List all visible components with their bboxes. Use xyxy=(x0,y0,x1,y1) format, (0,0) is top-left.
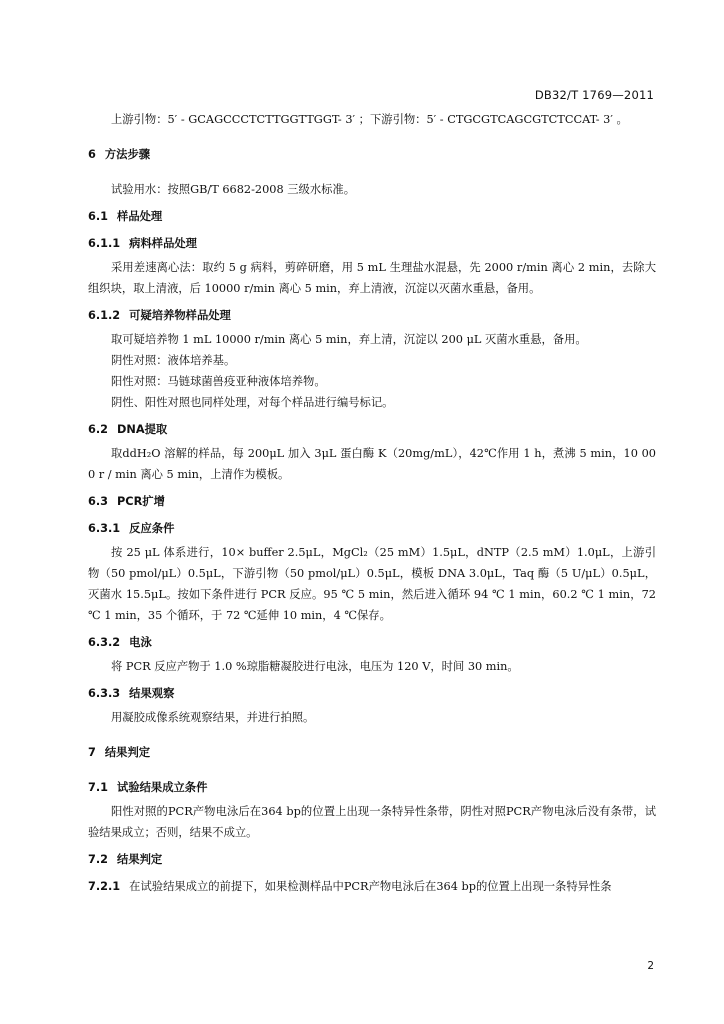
section-number: 6.1.2 xyxy=(88,309,121,322)
section-6-1-2-line: 阴性、阳性对照也同样处理，对每个样品进行编号标记。 xyxy=(111,396,394,409)
section-6-1-heading xyxy=(88,206,656,227)
section-number: 6.2 xyxy=(88,423,109,436)
section-6-2-heading xyxy=(88,419,656,440)
section-7-1-text: 阳性对照的PCR产物电泳后在364 bp的位置上出现一条特异性条带，阴性对照PCR产物电泳后没有条带，试验结果成立；否则，结果不成立。 xyxy=(88,805,656,839)
section-7-1-heading xyxy=(88,777,656,798)
standard-code: DB32/T 1769—2011 xyxy=(534,88,654,102)
section-number: 6 xyxy=(88,148,96,161)
section-6-1-2-heading xyxy=(88,305,656,326)
section-number: 6.1.1 xyxy=(88,237,121,250)
section-number: 6.3.1 xyxy=(88,522,121,535)
section-title: 方法步骤 xyxy=(104,148,151,161)
section-6-3-2-text: 将 PCR 反应产物于 1.0 %琼脂糖凝胶进行电泳，电压为 120 V，时间 30 min。 xyxy=(111,660,519,673)
section-6-3-3-heading xyxy=(88,683,656,704)
section-6-1-2-line: 阴性对照：液体培养基。 xyxy=(111,354,236,367)
section-title: 电泳 xyxy=(129,636,152,649)
section-title: 反应条件 xyxy=(129,522,175,535)
section-7-2-1-text: 在试验结果成立的前提下，如果检测样品中PCR产物电泳后在364 bp的位置上出现一条特异性条 xyxy=(129,880,612,893)
section-6-heading xyxy=(88,144,656,165)
section-6-3-heading xyxy=(88,491,656,512)
page-number: 2 xyxy=(647,960,654,972)
section-number: 7.2 xyxy=(88,853,109,866)
section-title: 结果判定 xyxy=(117,853,163,866)
section-7-2-1-paragraph xyxy=(88,876,656,897)
section-6-1-1-text: 采用差速离心法：取约 5 g 病料，剪碎研磨，用 5 mL 生理盐水混悬，先 2000 r/min 离心 2 min，去除大组织块，取上清液，后 10000 r/min 离心 5 min，弃上清液，沉淀以灭菌水重悬，备用。 xyxy=(88,261,656,295)
section-title: 样品处理 xyxy=(117,210,163,223)
section-6-2-text: 取ddH₂O 溶解的样品，每 200μL 加入 3μL 蛋白酶 K（20mg/mL），42℃作用 1 h，煮沸 5 min，10 000 r / min 离心 5 min，上清作为模板。 xyxy=(88,447,656,481)
section-6-text: 试验用水：按照GB/T 6682-2008 三级水标准。 xyxy=(111,183,356,196)
section-6-1-2-line: 取可疑培养物 1 mL 10000 r/min 离心 5 min，弃上清，沉淀以 200 μL 灭菌水重悬，备用。 xyxy=(111,333,587,346)
section-number: 6.3.3 xyxy=(88,687,121,700)
section-title: 结果观察 xyxy=(129,687,175,700)
section-7-2-heading xyxy=(88,849,656,870)
section-6-3-3-text: 用凝胶成像系统观察结果，并进行拍照。 xyxy=(111,711,315,724)
section-number: 6.3.2 xyxy=(88,636,121,649)
section-number: 6.3 xyxy=(88,495,109,508)
section-7-heading xyxy=(88,742,656,763)
section-title: PCR扩增 xyxy=(117,495,165,508)
section-6-3-1-heading xyxy=(88,518,656,539)
primer-sequences: 上游引物：5′ - GCAGCCCTCTTGGTTGGT- 3′ ；下游引物：5′ - CTGCGTCAGCGTCTCCAT- 3′ 。 xyxy=(111,113,628,126)
section-6-1-2-line: 阳性对照：马链球菌兽疫亚种液体培养物。 xyxy=(111,375,326,388)
section-6-3-2-heading xyxy=(88,632,656,653)
section-number: 7.1 xyxy=(88,781,109,794)
document-body xyxy=(88,109,656,897)
section-number: 7.2.1 xyxy=(88,880,121,893)
section-number: 7 xyxy=(88,746,96,759)
section-6-1-1-heading xyxy=(88,233,656,254)
section-title: 病料样品处理 xyxy=(129,237,197,250)
section-6-3-1-text: 按 25 μL 体系进行，10× buffer 2.5μL，MgCl₂（25 mM）1.5μL，dNTP（2.5 mM）1.0μL，上游引物（50 pmol/μL）0.5μL，下游引物（50 pmol/μL）0.5μL，模板 DNA 3.0μL，Taq 酶（5 U/μL）0.5μL，灭菌水 15.5μL。按如下条件进行 PCR 反应。95 ℃ 5 min，然后进入循环 94 ℃ 1 min，60.2 ℃ 1 min，72 ℃ 1 min，35 个循环，于 72 ℃延伸 10 min，4 ℃保存。 xyxy=(88,546,656,622)
section-title: 试验结果成立条件 xyxy=(117,781,208,794)
section-title: DNA提取 xyxy=(117,423,168,436)
section-number: 6.1 xyxy=(88,210,109,223)
section-title: 可疑培养物样品处理 xyxy=(129,309,231,322)
section-title: 结果判定 xyxy=(104,746,151,759)
